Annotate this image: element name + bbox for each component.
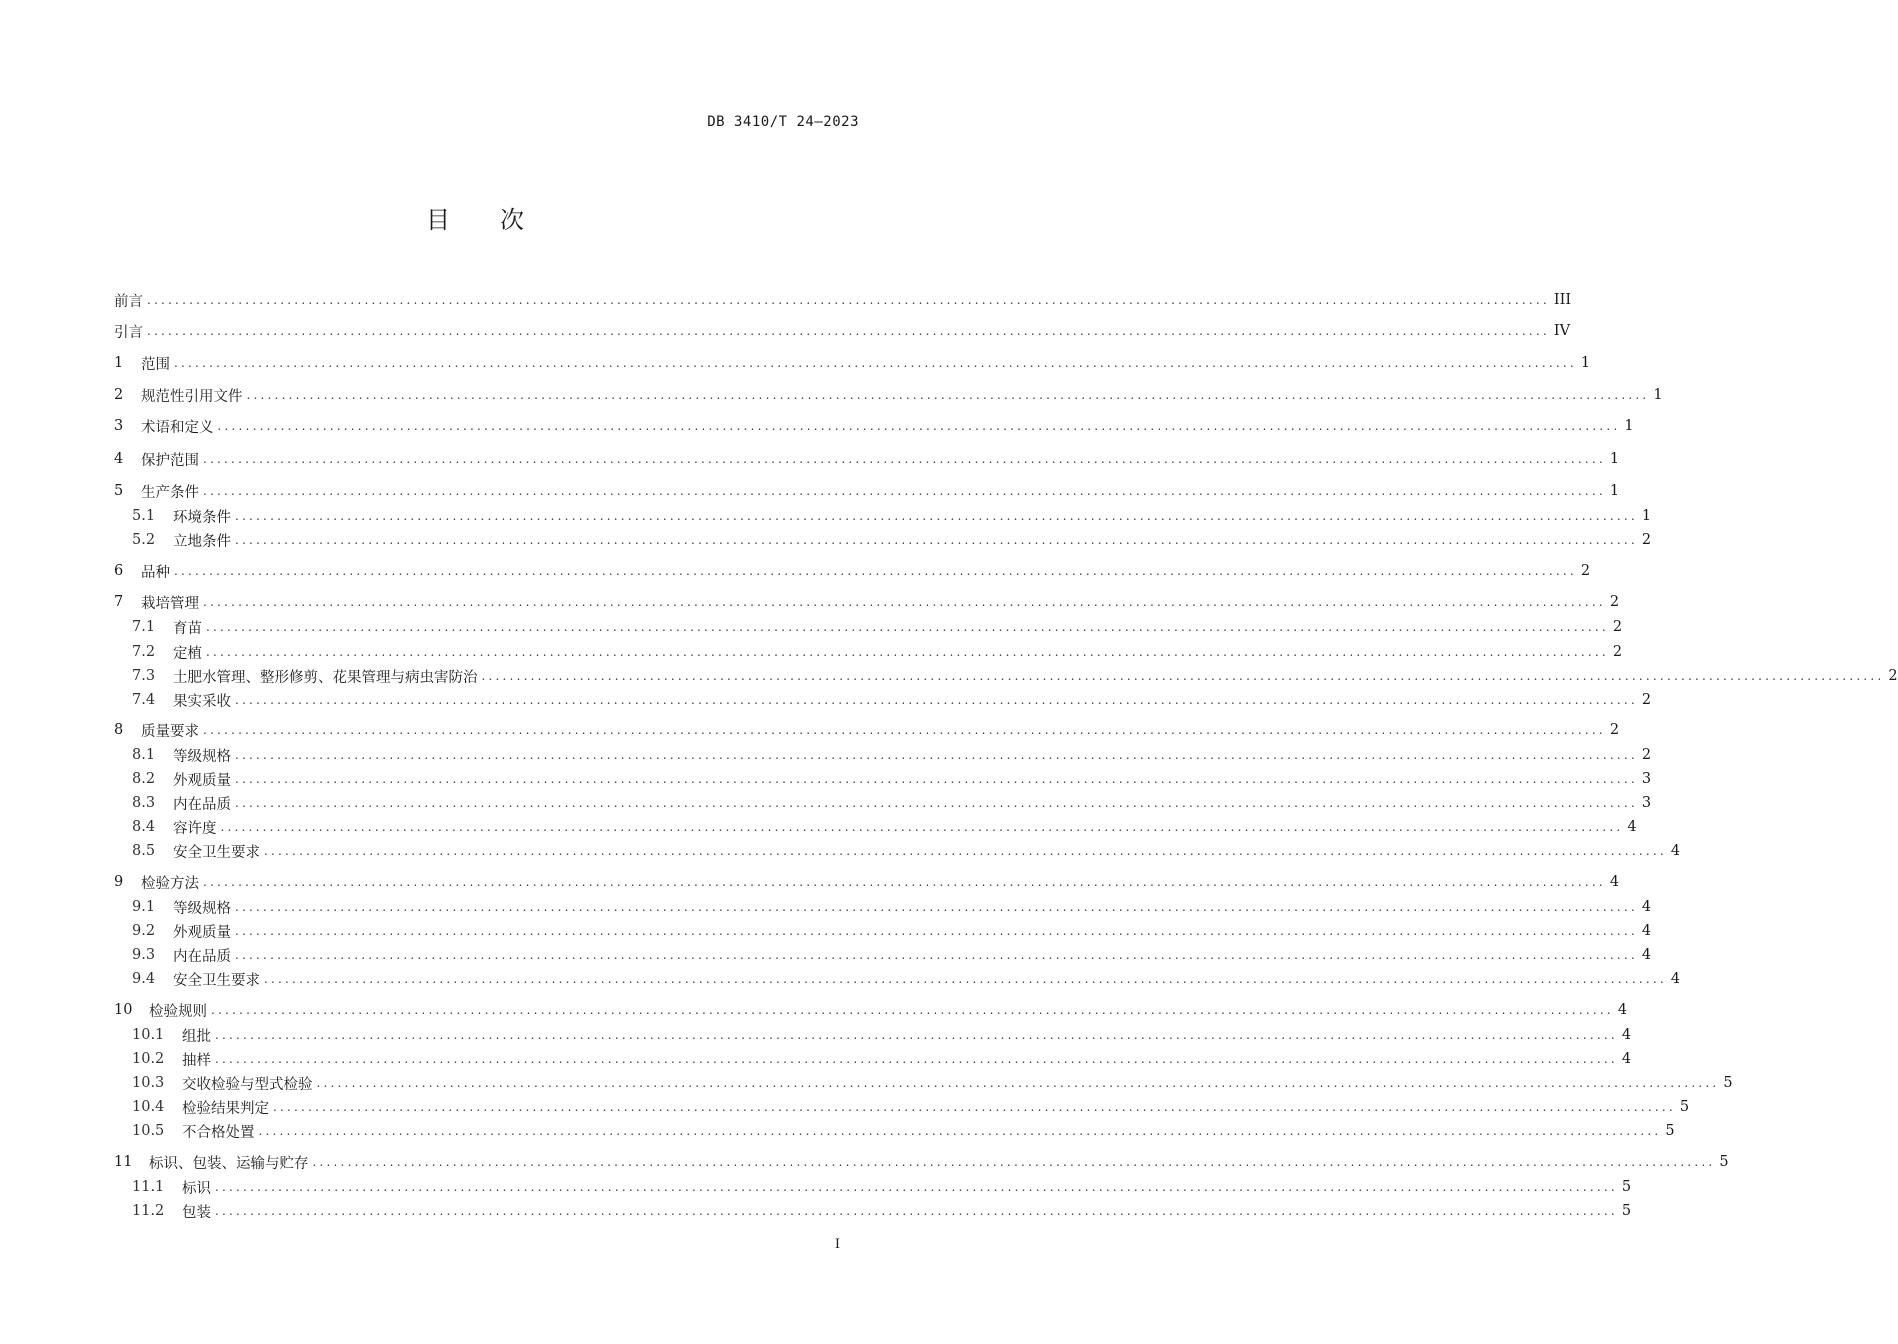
toc-entry-page: 2 xyxy=(1641,692,1652,708)
toc-entry-number: 2 xyxy=(114,387,124,403)
toc-leader-dots: ........................................................................................................................................................................................................ xyxy=(206,620,1609,634)
toc-entry[interactable] xyxy=(114,1120,1675,1142)
toc-entry-number: 5 xyxy=(114,483,124,499)
toc-leader-dots: ........................................................................................................................................................................................................ xyxy=(215,1204,1618,1218)
toc-entry-label: 外观质量 xyxy=(173,772,231,789)
toc-entry-page: 2 xyxy=(1609,594,1620,610)
toc-entry-number: 7.1 xyxy=(132,619,156,635)
toc-entry-page: 2 xyxy=(1641,747,1652,763)
toc-leader-dots: ........................................................................................................................................................................................................ xyxy=(203,484,1606,498)
toc-leader-dots: ........................................................................................................................................................................................................ xyxy=(217,419,1621,433)
toc-entry-number: 9.3 xyxy=(132,947,156,963)
toc-entry-number: 7.3 xyxy=(132,668,156,684)
toc-entry-number: 8.5 xyxy=(132,843,156,859)
toc-entry-label: 品种 xyxy=(141,564,170,581)
toc-entry[interactable] xyxy=(114,768,1652,790)
toc-entry[interactable] xyxy=(114,896,1652,918)
toc-leader-dots: ........................................................................................................................................................................................................ xyxy=(312,1155,1716,1169)
toc-entry-number: 5.1 xyxy=(132,508,156,524)
toc-entry-number: 11.1 xyxy=(132,1179,165,1195)
toc-entry[interactable] xyxy=(114,352,1591,374)
toc-entry-number: 10.1 xyxy=(132,1027,165,1043)
toc-entry-label: 质量要求 xyxy=(141,723,199,740)
toc-entry-page: 4 xyxy=(1670,971,1681,987)
toc-entry-label: 引言 xyxy=(114,324,143,341)
toc-entry[interactable] xyxy=(114,415,1634,437)
toc-entry-label: 定植 xyxy=(173,645,202,662)
toc-entry-number: 11 xyxy=(114,1154,133,1170)
toc-entry-page: 2 xyxy=(1612,619,1623,635)
toc-entry-label: 不合格处置 xyxy=(182,1124,255,1141)
toc-entry-number: 7 xyxy=(114,594,124,610)
toc-entry[interactable] xyxy=(114,560,1591,582)
toc-entry-label: 包装 xyxy=(182,1204,211,1221)
toc-entry[interactable] xyxy=(114,816,1637,838)
toc-entry-label: 前言 xyxy=(114,293,143,310)
toc-entry-page: 3 xyxy=(1641,771,1652,787)
page-title: 目次 xyxy=(426,206,574,234)
toc-leader-dots: ........................................................................................................................................................................................................ xyxy=(206,645,1609,659)
toc-entry-number: 8.2 xyxy=(132,771,156,787)
toc-entry-label: 环境条件 xyxy=(173,509,231,526)
toc-entry[interactable] xyxy=(114,1072,1733,1094)
toc-entry[interactable] xyxy=(114,641,1623,663)
toc-leader-dots: ........................................................................................................................................................................................................ xyxy=(316,1076,1720,1090)
toc-entry[interactable] xyxy=(114,744,1652,766)
toc-entry-page: 5 xyxy=(1665,1123,1675,1139)
toc-entry-number: 11.2 xyxy=(132,1203,165,1219)
toc-leader-dots: ........................................................................................................................................................................................................ xyxy=(235,924,1638,938)
toc-entry[interactable] xyxy=(114,529,1652,551)
toc-entry-page: 2 xyxy=(1609,722,1620,738)
toc-entry-label: 容许度 xyxy=(173,820,217,837)
toc-leader-dots: ........................................................................................................................................................................................................ xyxy=(273,1100,1676,1114)
toc-entry[interactable] xyxy=(114,616,1623,638)
toc-leader-dots: ........................................................................................................................................................................................................ xyxy=(264,844,1667,858)
toc-entry[interactable] xyxy=(114,840,1681,862)
toc-leader-dots: ........................................................................................................................................................................................................ xyxy=(211,1003,1614,1017)
toc-entry-page: 4 xyxy=(1621,1027,1632,1043)
toc-entry[interactable] xyxy=(114,289,1572,311)
toc-entry[interactable] xyxy=(114,920,1652,942)
toc-entry-page: 5 xyxy=(1679,1099,1690,1115)
toc-entry[interactable] xyxy=(114,1048,1632,1070)
toc-entry-page: 5 xyxy=(1621,1179,1632,1195)
toc-leader-dots: ........................................................................................................................................................................................................ xyxy=(215,1028,1618,1042)
toc-entry-page: 4 xyxy=(1609,874,1620,890)
toc-leader-dots: ........................................................................................................................................................................................................ xyxy=(147,324,1550,338)
toc-entry-label: 等级规格 xyxy=(173,748,231,765)
toc-entry-page: 4 xyxy=(1641,899,1652,915)
toc-leader-dots: ........................................................................................................................................................................................................ xyxy=(215,1052,1618,1066)
toc-entry-number: 9.1 xyxy=(132,899,156,915)
toc-entry[interactable] xyxy=(114,719,1620,741)
toc-entry-page: 4 xyxy=(1641,923,1652,939)
toc-entry-label: 立地条件 xyxy=(173,533,231,550)
toc-entry[interactable] xyxy=(114,665,1898,687)
toc-entry-number: 10.2 xyxy=(132,1051,165,1067)
toc-entry-label: 安全卫生要求 xyxy=(173,972,260,989)
toc-entry-label: 检验方法 xyxy=(141,875,199,892)
toc-entry-page: III xyxy=(1553,292,1572,308)
toc-entry-label: 安全卫生要求 xyxy=(173,844,260,861)
toc-entry-page: 5 xyxy=(1719,1154,1729,1170)
toc-entry-number: 8 xyxy=(114,722,124,738)
toc-entry-number: 4 xyxy=(114,451,124,467)
toc-entry-number: 7.2 xyxy=(132,644,156,660)
toc-entry-number: 9 xyxy=(114,874,124,890)
toc-leader-dots: ........................................................................................................................................................................................................ xyxy=(203,452,1606,466)
toc-entry-label: 等级规格 xyxy=(173,900,231,917)
toc-leader-dots: ........................................................................................................................................................................................................ xyxy=(203,595,1606,609)
toc-entry-label: 交收检验与型式检验 xyxy=(182,1076,313,1093)
toc-entry-page: 2 xyxy=(1888,668,1898,684)
toc-leader-dots: ........................................................................................................................................................................................................ xyxy=(481,669,1885,683)
toc-entry[interactable] xyxy=(114,968,1681,990)
toc-entry-label: 生产条件 xyxy=(141,484,199,501)
toc-entry[interactable] xyxy=(114,1096,1690,1118)
toc-entry-page: 1 xyxy=(1653,387,1663,403)
toc-entry-label: 标识 xyxy=(182,1180,211,1197)
toc-leader-dots: ........................................................................................................................................................................................................ xyxy=(235,693,1638,707)
toc-entry-page: 2 xyxy=(1612,644,1623,660)
toc-entry-number: 9.4 xyxy=(132,971,156,987)
toc-leader-dots: ........................................................................................................................................................................................................ xyxy=(258,1124,1662,1138)
document-code: DB 3410/T 24—2023 xyxy=(707,114,859,130)
toc-entry[interactable] xyxy=(114,1024,1632,1046)
toc-leader-dots: ........................................................................................................................................................................................................ xyxy=(203,723,1606,737)
toc-entry-number: 10 xyxy=(114,1002,133,1018)
toc-entry[interactable] xyxy=(114,792,1652,814)
toc-leader-dots: ........................................................................................................................................................................................................ xyxy=(264,972,1667,986)
toc-entry-page: 1 xyxy=(1580,355,1591,371)
toc-entry-label: 保护范围 xyxy=(141,452,199,469)
toc-entry[interactable] xyxy=(114,320,1571,342)
toc-entry-number: 6 xyxy=(114,563,124,579)
toc-leader-dots: ........................................................................................................................................................................................................ xyxy=(215,1180,1618,1194)
toc-leader-dots: ........................................................................................................................................................................................................ xyxy=(174,564,1577,578)
toc-entry-page: 4 xyxy=(1617,1002,1628,1018)
toc-entry-page: 2 xyxy=(1641,532,1652,548)
toc-leader-dots: ........................................................................................................................................................................................................ xyxy=(220,820,1624,834)
toc-entry-label: 内在品质 xyxy=(173,796,231,813)
toc-entry-number: 3 xyxy=(114,418,124,434)
toc-entry[interactable] xyxy=(114,591,1620,613)
toc-entry-number: 10.3 xyxy=(132,1075,165,1091)
toc-entry-label: 外观质量 xyxy=(173,924,231,941)
toc-leader-dots: ........................................................................................................................................................................................................ xyxy=(235,900,1638,914)
toc-leader-dots: ........................................................................................................................................................................................................ xyxy=(235,509,1638,523)
toc-entry-number: 7.4 xyxy=(132,692,156,708)
toc-leader-dots: ........................................................................................................................................................................................................ xyxy=(235,772,1638,786)
toc-entry-page: 4 xyxy=(1670,843,1681,859)
toc-entry-number: 9.2 xyxy=(132,923,156,939)
toc-entry[interactable] xyxy=(114,1200,1632,1222)
toc-entry-page: IV xyxy=(1553,323,1571,339)
toc-entry-number: 10.5 xyxy=(132,1123,165,1139)
toc-entry-page: 5 xyxy=(1723,1075,1733,1091)
toc-entry-page: 2 xyxy=(1580,563,1591,579)
toc-entry-page: 4 xyxy=(1627,819,1637,835)
toc-entry[interactable] xyxy=(114,505,1652,527)
toc-entry-label: 规范性引用文件 xyxy=(141,388,243,405)
toc-leader-dots: ........................................................................................................................................................................................................ xyxy=(246,388,1650,402)
toc-entry[interactable] xyxy=(114,480,1620,502)
toc-entry-page: 4 xyxy=(1641,947,1652,963)
toc-entry-page: 4 xyxy=(1621,1051,1632,1067)
toc-entry-number: 1 xyxy=(114,355,124,371)
toc-entry-number: 5.2 xyxy=(132,532,156,548)
toc-entry-label: 范围 xyxy=(141,356,170,373)
toc-entry-label: 抽样 xyxy=(182,1052,211,1069)
toc-entry-page: 5 xyxy=(1621,1203,1632,1219)
toc-leader-dots: ........................................................................................................................................................................................................ xyxy=(174,356,1577,370)
toc-leader-dots: ........................................................................................................................................................................................................ xyxy=(235,748,1638,762)
toc-entry[interactable] xyxy=(114,1176,1632,1198)
toc-leader-dots: ........................................................................................................................................................................................................ xyxy=(235,948,1638,962)
toc-entry[interactable] xyxy=(114,944,1652,966)
toc-entry-label: 土肥水管理、整形修剪、花果管理与病虫害防治 xyxy=(173,669,478,686)
toc-entry-label: 术语和定义 xyxy=(141,419,214,436)
toc-entry-page: 1 xyxy=(1624,418,1634,434)
toc-entry[interactable] xyxy=(114,384,1663,406)
toc-leader-dots: ........................................................................................................................................................................................................ xyxy=(235,533,1638,547)
toc-entry-label: 内在品质 xyxy=(173,948,231,965)
toc-entry-page: 1 xyxy=(1609,483,1620,499)
toc-leader-dots: ........................................................................................................................................................................................................ xyxy=(235,796,1638,810)
toc-entry[interactable] xyxy=(114,448,1620,470)
toc-entry-label: 检验规则 xyxy=(149,1003,207,1020)
footer-page-number: I xyxy=(834,1237,840,1252)
toc-entry-label: 育苗 xyxy=(173,620,202,637)
toc-entry-label: 检验结果判定 xyxy=(182,1100,269,1117)
toc-entry-number: 8.1 xyxy=(132,747,156,763)
toc-leader-dots: ........................................................................................................................................................................................................ xyxy=(203,875,1606,889)
toc-entry-number: 8.4 xyxy=(132,819,156,835)
toc-entry[interactable] xyxy=(114,689,1652,711)
toc-entry-label: 组批 xyxy=(182,1028,211,1045)
toc-entry-page: 1 xyxy=(1641,508,1652,524)
toc-entry[interactable] xyxy=(114,871,1620,893)
toc-entry-label: 标识、包装、运输与贮存 xyxy=(149,1155,309,1172)
toc-entry-page: 1 xyxy=(1609,451,1620,467)
toc-entry-label: 果实采收 xyxy=(173,693,231,710)
toc-entry-number: 8.3 xyxy=(132,795,156,811)
toc-entry-number: 10.4 xyxy=(132,1099,165,1115)
toc-leader-dots: ........................................................................................................................................................................................................ xyxy=(147,293,1550,307)
toc-entry[interactable] xyxy=(114,1151,1729,1173)
toc-entry[interactable] xyxy=(114,999,1628,1021)
toc-entry-page: 3 xyxy=(1641,795,1652,811)
toc-entry-label: 栽培管理 xyxy=(141,595,199,612)
